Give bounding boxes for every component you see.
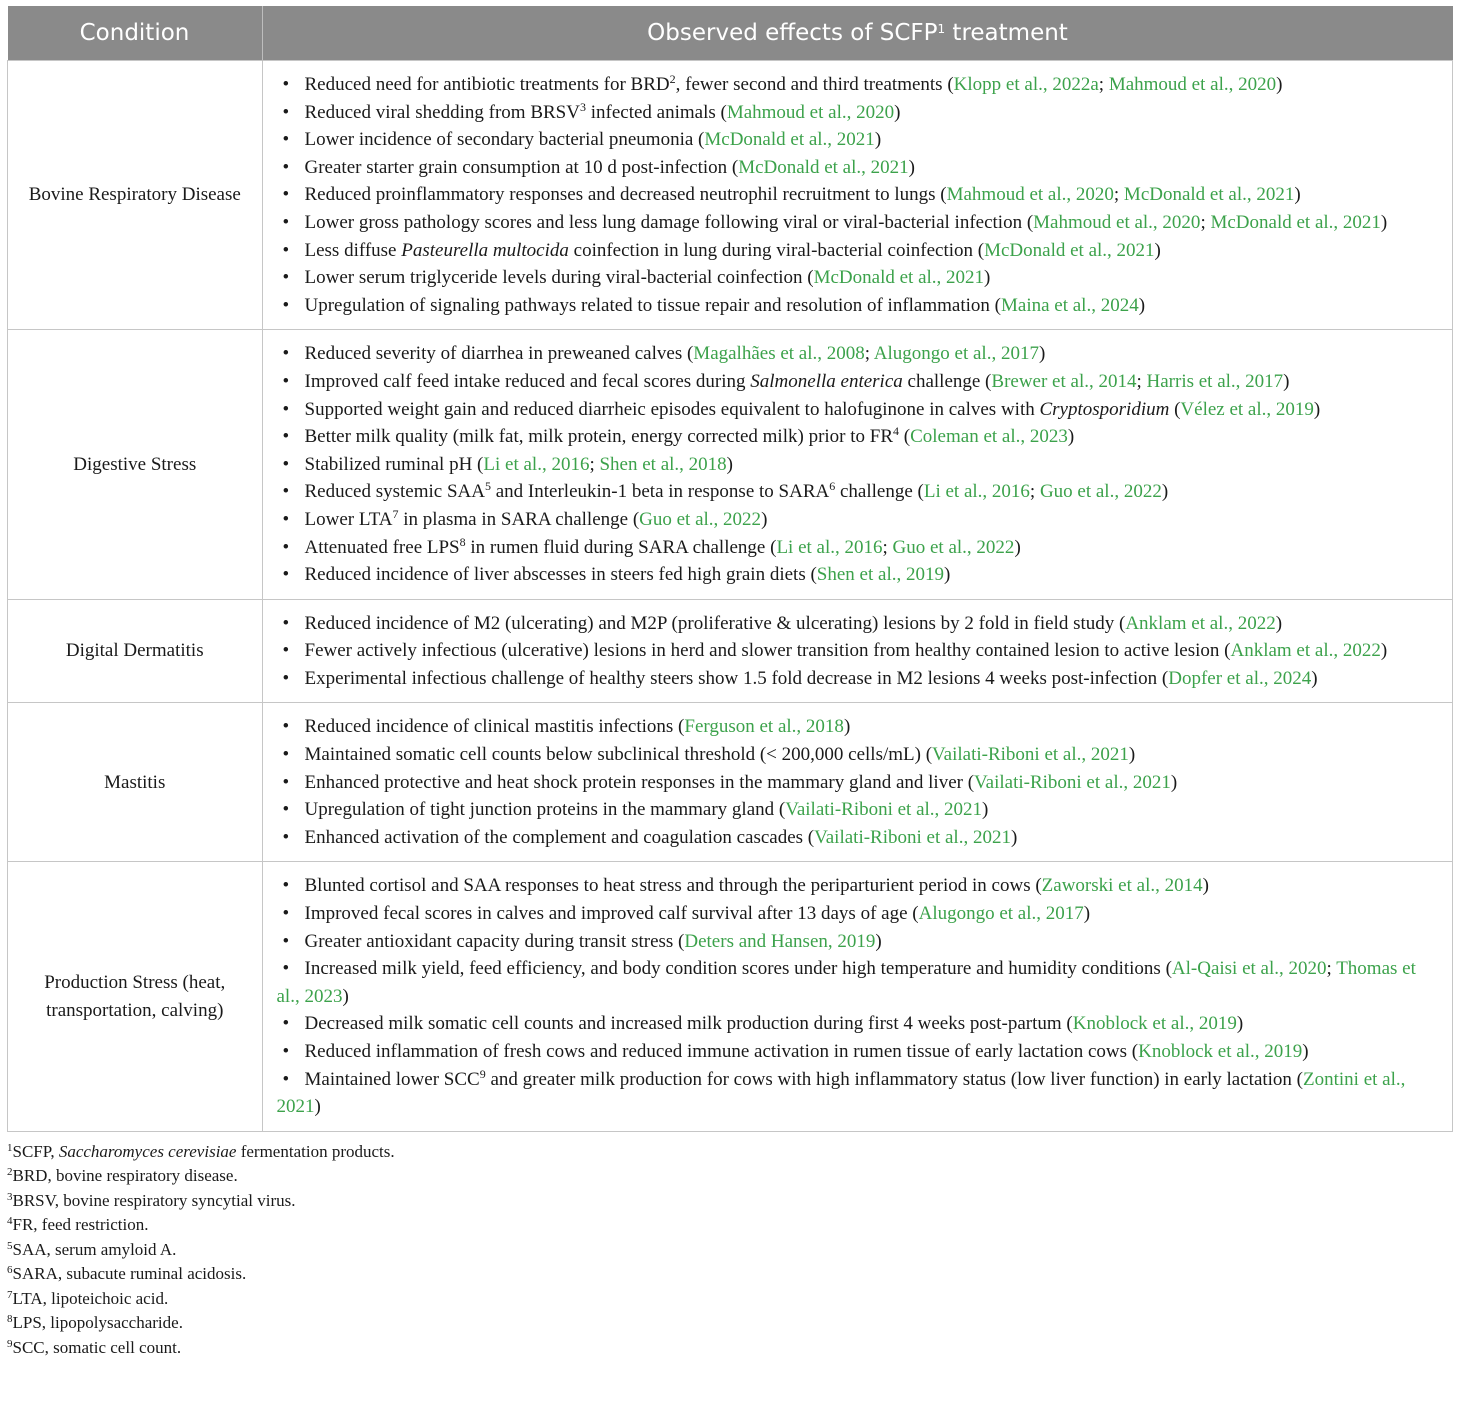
footnote-number: 2	[7, 1166, 13, 1179]
citation-link[interactable]: Guo et al., 2022	[1039, 481, 1162, 503]
citation-link[interactable]: McDonald et al., 2021	[813, 267, 985, 289]
text-segment: )	[726, 453, 733, 475]
text-segment: Greater starter grain consumption at 10 d post-infection (	[304, 156, 739, 178]
citation-link[interactable]: Vailati-Riboni et al., 2021	[785, 799, 983, 821]
list-item	[277, 1038, 1441, 1066]
text-segment: Improved fecal scores in calves and improved calf survival after 13 days of age (	[304, 903, 919, 925]
text-segment: and greater milk production for cows with high inflammatory status (low liver function) in early lactation (	[485, 1068, 1304, 1090]
citation-link[interactable]: McDonald et al., 2021	[1123, 184, 1295, 206]
list-item	[277, 872, 1441, 900]
citation-link[interactable]: Maina et al., 2024	[1001, 294, 1139, 316]
footnote-number: 1	[7, 1141, 13, 1154]
footnote-ref[interactable]: 7	[392, 506, 399, 521]
header-effects	[262, 6, 1453, 61]
text-segment: ;	[1200, 211, 1211, 233]
effects-list	[277, 610, 1441, 693]
text-segment: coinfection in lung during viral-bacterial coinfection (	[568, 239, 985, 261]
effects-table	[7, 6, 1453, 1132]
text-segment: ;	[1029, 481, 1040, 503]
text-segment: Reduced proinflammatory responses and decreased neutrophil recruitment to lungs (	[304, 184, 947, 206]
table-header-row	[8, 6, 1453, 61]
list-item	[277, 928, 1441, 956]
text-segment: Fewer actively infectious (ulcerative) lesions in herd and slower transition from healthy contained lesion to active lesion (	[304, 640, 1231, 662]
citation-link[interactable]: Dopfer et al., 2024	[1168, 667, 1312, 689]
text-segment: )	[1275, 612, 1283, 634]
text-segment: in plasma in SARA challenge (	[398, 508, 640, 530]
text-segment: Maintained somatic cell counts below subclinical threshold (< 200,000 cells/mL) (	[304, 744, 933, 766]
document	[7, 6, 1453, 1360]
table-row	[8, 61, 1453, 330]
citation-link[interactable]: McDonald et al., 2021	[738, 156, 909, 178]
effects-cell	[262, 862, 1453, 1131]
citation-link[interactable]: Deters and Hansen, 2019	[684, 930, 876, 952]
text-segment: in rumen fluid during SARA challenge (	[465, 536, 777, 558]
text-segment: Less diffuse	[304, 239, 402, 261]
list-item	[277, 561, 1441, 589]
list-item	[277, 637, 1441, 665]
footnote	[7, 1238, 1453, 1263]
text-segment: )	[1276, 74, 1283, 95]
text-segment: Upregulation of tight junction proteins in the mammary gland (	[304, 799, 786, 821]
citation-link[interactable]: Zaworski et al., 2014	[1041, 875, 1203, 897]
text-segment: Improved calf feed intake reduced and fecal scores during	[304, 370, 751, 392]
list-item	[277, 126, 1441, 154]
citation-link[interactable]: Mahmoud et al., 2020	[1033, 211, 1201, 233]
text-segment: challenge (	[902, 370, 992, 392]
footnote	[7, 1164, 1453, 1189]
footnote	[7, 1213, 1453, 1238]
text-segment: Better milk quality (milk fat, milk protein, energy corrected milk) prior to FR	[304, 426, 894, 448]
text-segment: )	[342, 985, 349, 1007]
text-segment: )	[1294, 184, 1301, 206]
citation-link[interactable]: McDonald et al., 2021	[1210, 211, 1381, 233]
text-segment: )	[982, 799, 989, 821]
condition-cell: Production Stress (heat, transportation, calving)	[8, 862, 263, 1131]
text-segment: LPS, lipopolysaccharide.	[12, 1313, 183, 1333]
text-segment: )	[843, 716, 851, 738]
list-item	[277, 534, 1441, 562]
text-segment: ;	[1113, 184, 1124, 206]
text-segment: )	[1138, 294, 1146, 316]
text-segment: Upregulation of signaling pathways related to tissue repair and resolution of inflammation (	[304, 294, 1001, 316]
citation-link[interactable]: Vailati-Riboni et al., 2021	[814, 826, 1011, 848]
text-segment: )	[1236, 1013, 1244, 1035]
text-segment: and Interleukin-1 beta in response to SARA	[490, 481, 830, 503]
footnote-number: 7	[7, 1288, 13, 1301]
citation-link[interactable]: Guo et al., 2022	[639, 508, 762, 530]
text-segment: )	[314, 1096, 321, 1118]
text-segment: ;	[1098, 74, 1109, 95]
text-segment: )	[1010, 826, 1018, 848]
text-segment: Reduced incidence of liver abscesses in steers fed high grain diets (	[304, 564, 817, 586]
text-segment: )	[1161, 481, 1169, 503]
citation-link[interactable]: Alugongo et al., 2017	[873, 343, 1039, 365]
effects-cell	[262, 599, 1453, 703]
list-item	[277, 796, 1441, 824]
table-row	[8, 862, 1453, 1131]
list-item	[277, 1066, 1441, 1121]
list-item	[277, 741, 1441, 769]
citation-link[interactable]: Al-Qaisi et al., 2020	[1171, 958, 1327, 980]
text-segment: Lower incidence of secondary bacterial pneumonia (	[304, 129, 705, 151]
text-segment: Maintained lower SCC	[304, 1068, 480, 1090]
footnote-number: 9	[7, 1337, 13, 1350]
effects-list	[277, 71, 1441, 319]
table-body	[8, 61, 1453, 1132]
text-segment: Decreased milk somatic cell counts and increased milk production during first 4 weeks post-partum (	[304, 1013, 1073, 1035]
list-item	[277, 955, 1441, 1010]
citation-link[interactable]: Thomas et al., 2023	[276, 958, 1416, 1007]
footnote-ref[interactable]: 4	[893, 424, 900, 439]
text-segment: Reduced need for antibiotic treatments for BRD	[304, 74, 670, 95]
text-segment: )	[1311, 667, 1318, 689]
text-segment: )	[908, 156, 915, 178]
text-segment: )	[894, 101, 901, 123]
footnote-ref[interactable]: 6	[829, 479, 836, 494]
list-item	[277, 264, 1441, 292]
list-item	[277, 396, 1441, 424]
text-segment: )	[761, 508, 768, 530]
list-item	[277, 237, 1441, 265]
text-segment: Stabilized ruminal pH (	[304, 453, 484, 475]
text-segment: Lower serum triglyceride levels during viral-bacterial coinfection (	[304, 267, 814, 289]
text-segment: Enhanced activation of the complement and coagulation cascades (	[304, 826, 815, 848]
list-item	[277, 368, 1441, 396]
footnote-ref[interactable]: 9	[479, 1066, 486, 1081]
list-item	[277, 209, 1441, 237]
citation-link[interactable]: Shen et al., 2019	[816, 564, 944, 586]
text-segment: ;	[1326, 958, 1337, 980]
footnote-ref[interactable]: 2	[669, 72, 676, 86]
citation-link[interactable]: Magalhães et al., 2008	[693, 343, 865, 365]
condition-cell: Digital Dermatitis	[8, 599, 263, 703]
text-segment: Increased milk yield, feed efficiency, and body condition scores under high temperature and humidity conditions (	[304, 958, 1172, 980]
citation-link[interactable]: Vélez et al., 2019	[1180, 398, 1314, 420]
citation-link[interactable]: Mahmoud et al., 2020	[726, 101, 895, 123]
text-segment: Greater antioxidant capacity during transit stress (	[304, 930, 685, 952]
header-effects-text: Observed effects of SCFP	[647, 20, 938, 46]
header-effects-footnote-ref[interactable]: 1	[937, 22, 946, 36]
footnote	[7, 1311, 1453, 1336]
effects-cell	[262, 330, 1453, 599]
header-effects-suffix: treatment	[945, 20, 1068, 46]
footnotes	[7, 1140, 1453, 1361]
text-segment: Enhanced protective and heat shock protein responses in the mammary gland and liver (	[304, 771, 975, 793]
text-segment: Attenuated free LPS	[304, 536, 460, 558]
list-item	[277, 292, 1441, 320]
text-segment: FR, feed restriction.	[12, 1215, 149, 1235]
citation-link[interactable]: Ferguson et al., 2018	[684, 716, 844, 738]
footnote-ref[interactable]: 8	[459, 534, 466, 549]
text-segment: Reduced inflammation of fresh cows and reduced immune activation in rumen tissue of early lactation cows (	[304, 1041, 1139, 1062]
effects-cell	[262, 703, 1453, 862]
list-item	[277, 610, 1441, 638]
condition-cell: Mastitis	[8, 703, 263, 862]
table-row	[8, 703, 1453, 862]
text-segment: Lower gross pathology scores and less lung damage following viral or viral-bacterial infection (	[304, 211, 1034, 233]
text-segment: LTA, lipoteichoic acid.	[12, 1288, 169, 1308]
text-segment: challenge (	[835, 481, 924, 503]
list-item	[277, 71, 1441, 99]
header-condition: Condition	[8, 6, 263, 61]
list-item	[277, 506, 1441, 534]
text-segment: )	[1014, 536, 1021, 558]
effects-list	[277, 872, 1441, 1120]
effects-list	[277, 713, 1441, 851]
list-item	[277, 824, 1441, 852]
text-segment: SCFP,	[12, 1141, 59, 1161]
italic-term: Saccharomyces cerevisiae	[58, 1141, 237, 1161]
citation-link[interactable]: Alugongo et al., 2017	[918, 903, 1084, 925]
list-item	[277, 423, 1441, 451]
text-segment: ;	[864, 343, 874, 365]
citation-link[interactable]: McDonald et al., 2021	[984, 239, 1155, 261]
text-segment: ;	[1136, 370, 1147, 392]
text-segment: fermentation products.	[236, 1141, 395, 1161]
footnote	[7, 1140, 1453, 1165]
footnote-number: 5	[7, 1239, 13, 1252]
text-segment: )	[1283, 370, 1290, 392]
text-segment: )	[1302, 1041, 1309, 1062]
citation-link[interactable]: Anklam et al., 2022	[1125, 612, 1276, 634]
text-segment: (	[1169, 398, 1181, 420]
list-item	[277, 713, 1441, 741]
list-item	[277, 665, 1441, 693]
text-segment: )	[943, 564, 951, 586]
text-segment: )	[874, 129, 882, 151]
footnote-number: 6	[7, 1264, 13, 1277]
citation-link[interactable]: Klopp et al., 2022a	[953, 74, 1099, 95]
citation-link[interactable]: Shen et al., 2018	[599, 453, 727, 475]
footnote-number: 4	[7, 1215, 13, 1228]
italic-term: Cryptosporidium	[1039, 398, 1170, 420]
text-segment: infected animals (	[585, 101, 727, 123]
text-segment: SAA, serum amyloid A.	[12, 1239, 177, 1259]
text-segment: Lower LTA	[304, 508, 393, 530]
footnote-number: 8	[7, 1313, 13, 1326]
text-segment: (	[899, 426, 911, 448]
condition-cell: Digestive Stress	[8, 330, 263, 599]
citation-link[interactable]: Anklam et al., 2022	[1230, 640, 1381, 662]
condition-cell: Bovine Respiratory Disease	[8, 61, 263, 330]
text-segment: )	[1202, 875, 1209, 897]
effects-cell	[262, 61, 1453, 330]
citation-link[interactable]: Vailati-Riboni et al., 2021	[932, 744, 1129, 766]
text-segment: )	[1038, 343, 1046, 365]
footnote	[7, 1336, 1453, 1361]
citation-link[interactable]: Knoblock et al., 2019	[1072, 1013, 1237, 1035]
citation-link[interactable]: Coleman et al., 2023	[910, 426, 1068, 448]
list-item	[277, 900, 1441, 928]
text-segment: Reduced systemic SAA	[304, 481, 485, 503]
citation-link[interactable]: Mahmoud et al., 2020	[1108, 74, 1277, 95]
effects-list	[277, 340, 1441, 588]
text-segment: )	[1380, 640, 1388, 662]
list-item	[277, 99, 1441, 127]
text-segment: ;	[589, 453, 600, 475]
citation-link[interactable]: Brewer et al., 2014	[991, 370, 1137, 392]
text-segment: SARA, subacute ruminal acidosis.	[12, 1264, 247, 1284]
list-item	[277, 154, 1441, 182]
text-segment: BRSV, bovine respiratory syncytial virus.	[12, 1190, 296, 1210]
citation-link[interactable]: Mahmoud et al., 2020	[946, 184, 1114, 206]
citation-link[interactable]: Zontini et al., 2021	[276, 1068, 1406, 1118]
text-segment: Reduced incidence of clinical mastitis infections (	[304, 716, 685, 738]
text-segment: Reduced viral shedding from BRSV	[304, 101, 580, 123]
footnote-ref[interactable]: 5	[484, 479, 491, 494]
table-row	[8, 599, 1453, 703]
italic-term: Pasteurella multocida	[401, 239, 569, 261]
citation-link[interactable]: Harris et al., 2017	[1146, 370, 1284, 392]
list-item	[277, 1010, 1441, 1038]
list-item	[277, 340, 1441, 368]
list-item	[277, 451, 1441, 479]
citation-link[interactable]: Knoblock et al., 2019	[1138, 1041, 1303, 1062]
citation-link[interactable]: Li et al., 2016	[483, 453, 590, 475]
footnote-number: 3	[7, 1190, 13, 1203]
text-segment: )	[1170, 771, 1178, 793]
list-item	[277, 181, 1441, 209]
text-segment: )	[875, 930, 882, 952]
text-segment: Blunted cortisol and SAA responses to heat stress and through the periparturient period in cows (	[304, 875, 1042, 897]
text-segment: )	[1067, 426, 1075, 448]
citation-link[interactable]: McDonald et al., 2021	[704, 129, 875, 151]
text-segment: Supported weight gain and reduced diarrheic episodes equivalent to halofuginone in calves with	[304, 398, 1040, 420]
footnote	[7, 1189, 1453, 1214]
footnote	[7, 1262, 1453, 1287]
text-segment: Experimental infectious challenge of healthy steers show 1.5 fold decrease in M2 lesions 4 weeks post-infection (	[304, 667, 1169, 689]
table-row	[8, 330, 1453, 599]
text-segment: Reduced incidence of M2 (ulcerating) and M2P (proliferative & ulcerating) lesions by 2 fold in field study (	[304, 612, 1126, 634]
text-segment: )	[1313, 398, 1321, 420]
list-item	[277, 769, 1441, 797]
footnote-ref[interactable]: 3	[579, 99, 586, 114]
text-segment: )	[1154, 239, 1161, 261]
list-item	[277, 478, 1441, 506]
text-segment: )	[1083, 903, 1091, 925]
footnote	[7, 1287, 1453, 1312]
citation-link[interactable]: Li et al., 2016	[776, 536, 883, 558]
citation-link[interactable]: Guo et al., 2022	[892, 536, 1015, 558]
text-segment: , fewer second and third treatments (	[675, 74, 954, 95]
text-segment: SCC, somatic cell count.	[12, 1337, 182, 1357]
citation-link[interactable]: Vailati-Riboni et al., 2021	[974, 771, 1171, 793]
citation-link[interactable]: Li et al., 2016	[923, 481, 1030, 503]
text-segment: )	[984, 267, 991, 289]
text-segment: Reduced severity of diarrhea in preweaned calves (	[304, 343, 694, 365]
text-segment: )	[1380, 211, 1388, 233]
text-segment: ;	[882, 536, 893, 558]
italic-term: Salmonella enterica	[750, 370, 903, 392]
text-segment: BRD, bovine respiratory disease.	[12, 1166, 238, 1186]
text-segment: )	[1128, 744, 1136, 766]
